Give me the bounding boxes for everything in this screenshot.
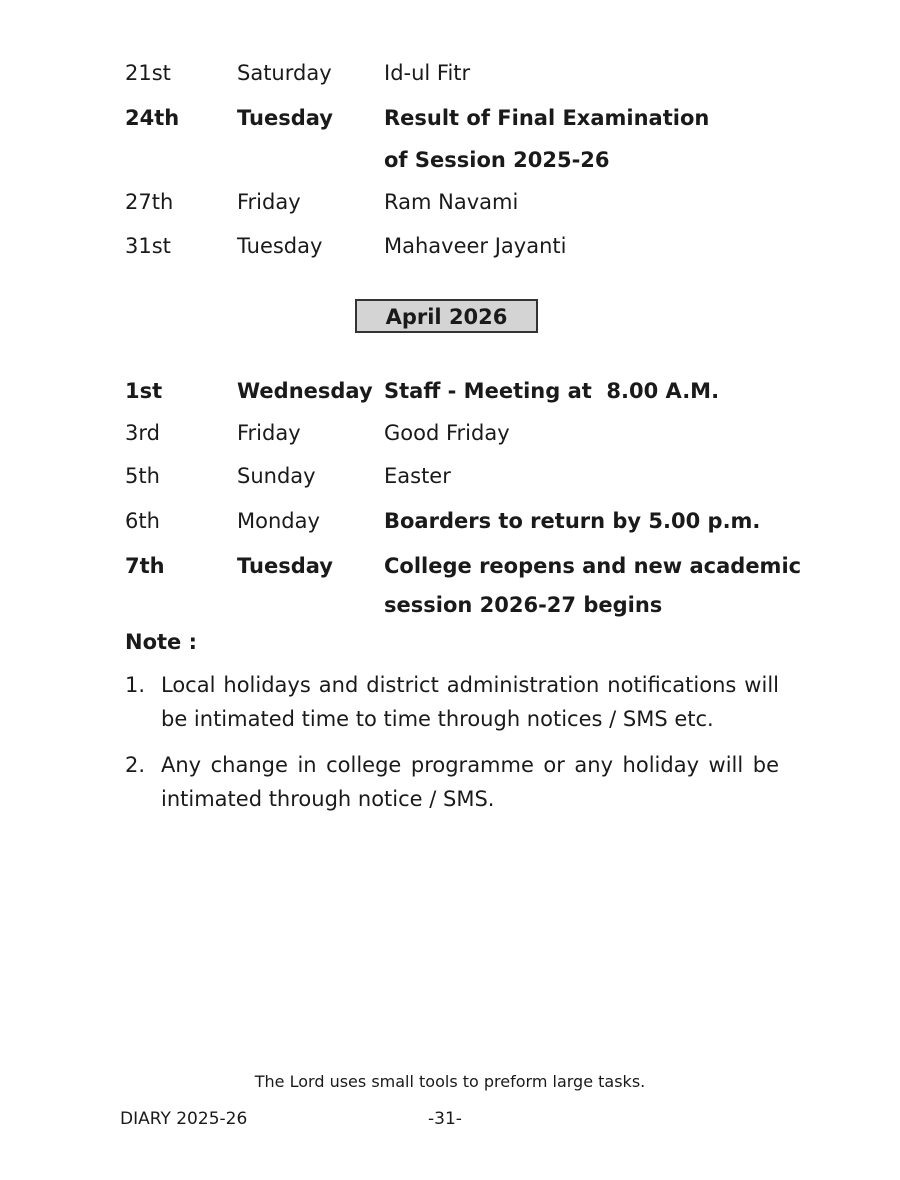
event-date: 5th [125,464,160,488]
event-date: 6th [125,509,160,533]
event-day: Friday [237,421,301,445]
page-number: -31- [428,1109,462,1129]
event-day: Tuesday [237,234,323,258]
event-day: Tuesday [237,106,333,130]
event-description: College reopens and new academic [384,554,802,578]
event-date: 24th [125,106,180,130]
event-date: 1st [125,379,163,403]
event-date: 7th [125,554,165,578]
footer-quote: The Lord uses small tools to preform large tasks. [254,1072,646,1091]
note-title: Note : [125,630,197,654]
event-date: 31st [125,234,171,258]
note-text: Local holidays and district administration notifications will be intimated time to time through notices / SMS etc. [161,673,779,731]
event-description: Boarders to return by 5.00 p.m. [384,509,761,533]
event-date: 3rd [125,421,160,445]
event-description: Id-ul Fitr [384,61,471,85]
event-description-continued: session 2026-27 begins [384,593,663,617]
event-description: Easter [384,464,451,488]
event-day: Tuesday [237,554,333,578]
event-description: Staff - Meeting at 8.00 A.M. [384,379,720,403]
event-day: Monday [237,509,320,533]
event-day: Wednesday [237,379,373,403]
event-description: Result of Final Examination [384,106,710,130]
event-description-continued: of Session 2025-26 [384,148,610,172]
month-heading: April 2026 [355,299,538,333]
event-day: Friday [237,190,301,214]
note-number: 1. [125,673,146,697]
event-day: Sunday [237,464,316,488]
note-text: Any change in college programme or any holiday will be intimated through notice / SMS. [161,753,779,811]
note-number: 2. [125,753,146,777]
event-day: Saturday [237,61,332,85]
event-date: 27th [125,190,174,214]
event-description: Mahaveer Jayanti [384,234,567,258]
event-description: Good Friday [384,421,510,445]
event-date: 21st [125,61,171,85]
diary-label: DIARY 2025-26 [120,1109,248,1129]
event-description: Ram Navami [384,190,519,214]
